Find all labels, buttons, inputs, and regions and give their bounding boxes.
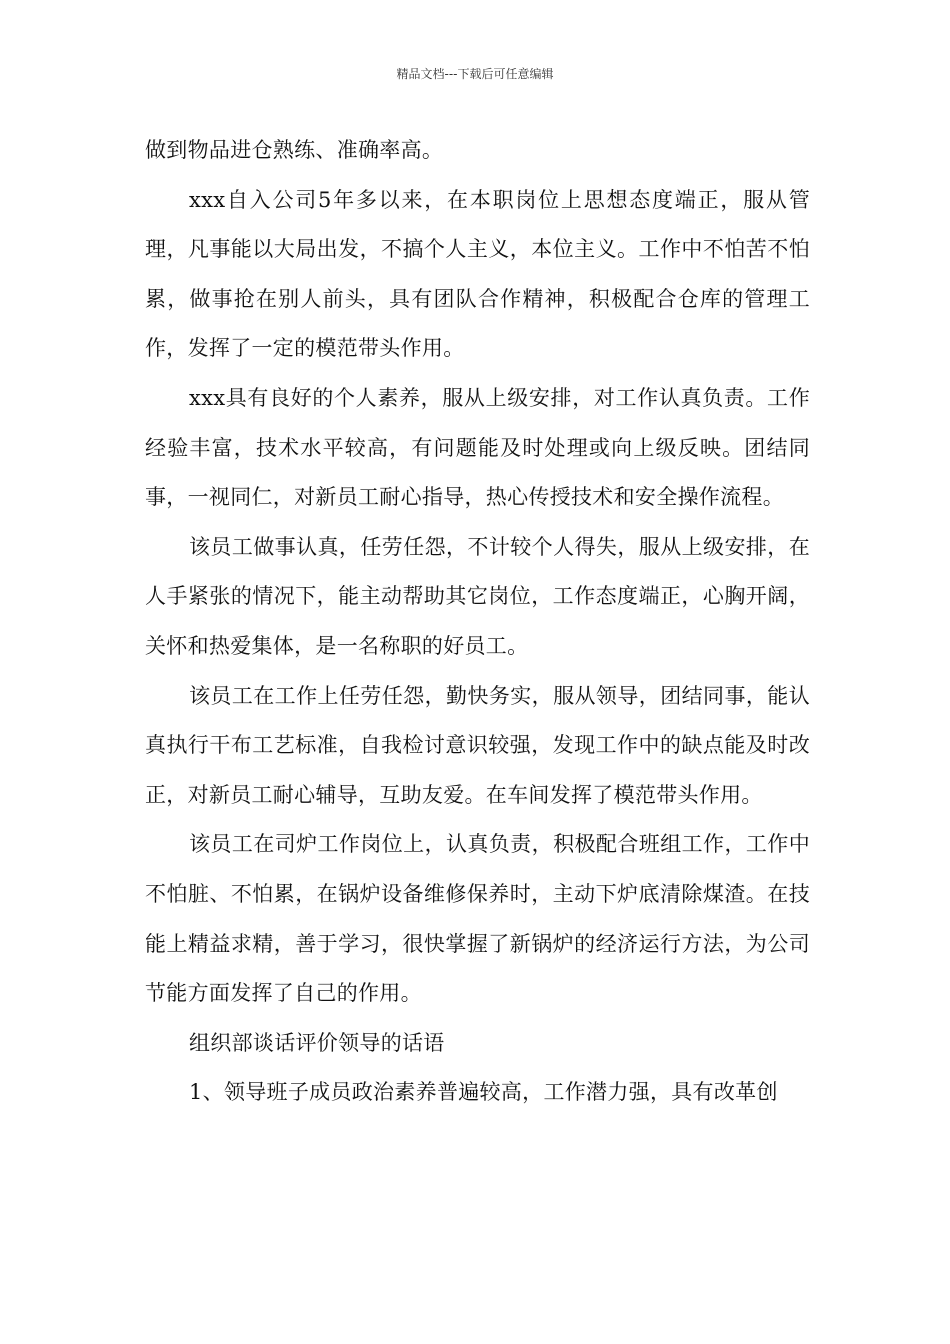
paragraph: 该员工在司炉工作岗位上，认真负责，积极配合班组工作，工作中不怕脏、不怕累，在锅炉设备维修保养时，主动下炉底清除煤渣。在技能上精益求精，善于学习，很快掌握了新锅炉的经济运行方法，为公司节能方面发挥了自己的作用。 xyxy=(145,832,810,1006)
paragraph: xxx具有良好的个人素养，服从上级安排，对工作认真负责。工作经验丰富，技术水平较高，有问题能及时处理或向上级反映。团结同事，一视同仁，对新员工耐心指导，热心传授技术和安全操作流程。 xyxy=(145,385,810,510)
paragraph-continuation: 做到物品进仓熟练、准确率高。 xyxy=(145,138,444,162)
page-header: 精品文档---下载后可任意编辑 xyxy=(396,67,554,81)
paragraph: xxx自入公司5年多以来，在本职岗位上思想态度端正，服从管理，凡事能以大局出发，不搞个人主义，本位主义。工作中不怕苦不怕累，做事抢在别人前头，具有团队合作精神，积极配合仓库的管理工作，发挥了一定的模范带头作用。 xyxy=(145,187,810,361)
paragraph: 该员工做事认真，任劳任怨，不计较个人得失，服从上级安排，在人手紧张的情况下，能主动帮助其它岗位，工作态度端正，心胸开阔，关怀和热爱集体，是一名称职的好员工。 xyxy=(145,534,810,658)
section-heading: 组织部谈话评价领导的话语 xyxy=(189,1030,445,1055)
paragraph: 该员工在工作上任劳任怨，勤快务实，服从领导，团结同事，能认真执行干布工艺标准，自我检讨意识较强，发现工作中的缺点能及时改正，对新员工耐心辅导，互助友爱。在车间发挥了模范带头作用。 xyxy=(145,683,810,807)
paragraph: 1、领导班子成员政治素养普遍较高，工作潜力强，具有改革创 xyxy=(189,1080,778,1105)
document-body xyxy=(145,126,810,1118)
